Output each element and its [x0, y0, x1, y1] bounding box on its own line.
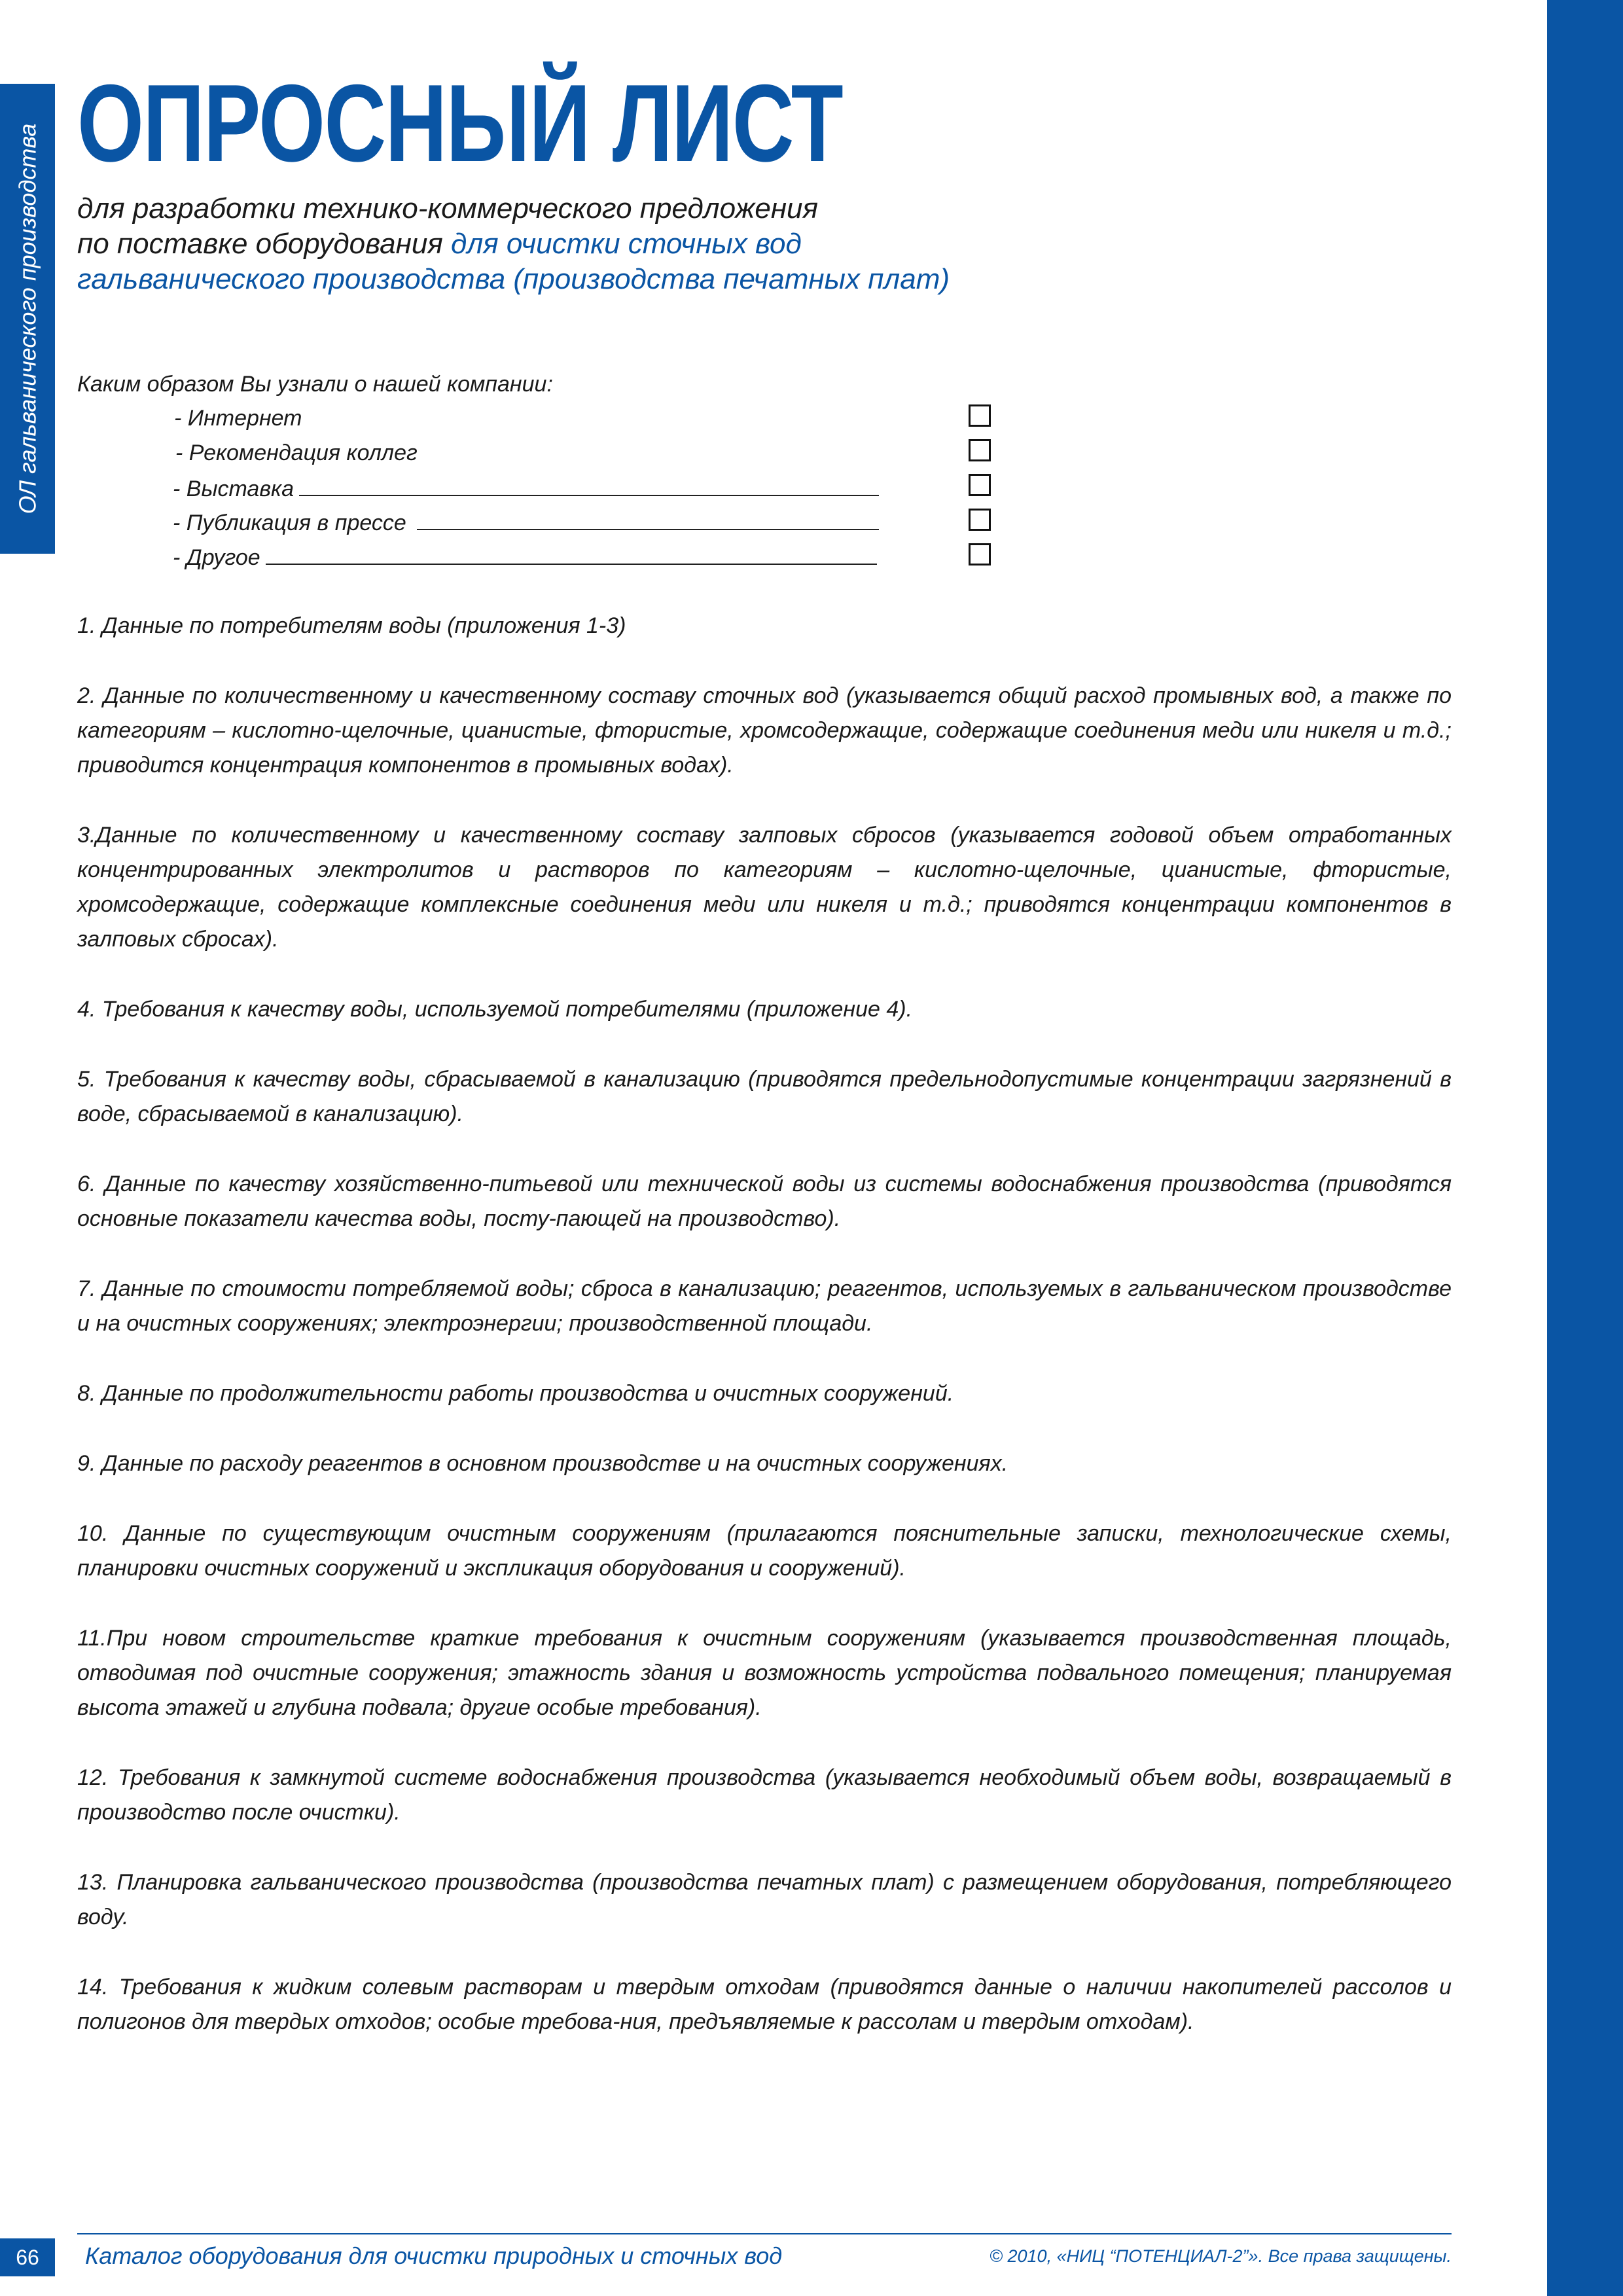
item-1: 1. Данные по потребителям воды (приложения 1-3): [77, 613, 626, 638]
survey-fill-line[interactable]: [266, 544, 877, 565]
survey-option-label: - Рекомендация коллег: [175, 440, 418, 465]
item-8: 8. Данные по продолжительности работы производства и очистных сооружений.: [77, 1381, 954, 1406]
item-7: 7. Данные по стоимости потребляемой воды; сброса в канализацию; реагентов, используемых в гальваническом производстве и на очистных сооружениях; электроэнергии; производственной площади.: [77, 1276, 1452, 1336]
questionnaire-items: [77, 609, 1452, 2075]
survey-option-label: - Выставка: [173, 476, 294, 501]
survey-option-label: - Интернет: [174, 406, 302, 431]
page-title: ОПРОСНЫЙ ЛИСТ: [77, 62, 843, 185]
item-6: 6. Данные по качеству хозяйственно-питьевой или технической воды из системы водоснабжения производства (приводятся основные показатели качества воды, посту-пающей на производство).: [77, 1172, 1452, 1231]
survey-option-press: [173, 509, 879, 538]
survey-checkbox-internet[interactable]: [969, 404, 991, 427]
subtitle-line-2: [77, 226, 1124, 262]
survey-option-exhibition: [173, 475, 879, 504]
section-side-tab: [0, 84, 55, 554]
subtitle-line-2-highlight: для очистки сточных вод: [451, 228, 802, 260]
subtitle-line-2-plain: по поставке оборудования: [77, 228, 452, 260]
item-9: 9. Данные по расходу реагентов в основном производстве и на очистных сооружениях.: [77, 1451, 1008, 1476]
subtitle-line-1: для разработки технико-коммерческого предложения: [77, 192, 819, 224]
item-4: 4. Требования к качеству воды, используемой потребителями (приложение 4).: [77, 997, 913, 1022]
survey-option-colleagues: [175, 440, 418, 469]
footer-divider: [77, 2233, 1452, 2234]
survey-checkbox-press[interactable]: [969, 509, 991, 531]
right-blue-band: [1547, 0, 1623, 2296]
footer-catalog-title: Каталог оборудования для очистки природных и сточных вод: [85, 2242, 783, 2269]
survey-fill-line[interactable]: [299, 475, 879, 496]
survey-checkbox-exhibition[interactable]: [969, 474, 991, 496]
side-tab-label: ОЛ гальванического производства: [14, 123, 41, 514]
item-12: 12. Требования к замкнутой системе водоснабжения производства (указывается необходимый объем воды, возвращаемый в производство после очистки).: [77, 1765, 1452, 1825]
page-subtitle: [77, 191, 1124, 297]
item-10: 10. Данные по существующим очистным сооружениям (прилагаются пояснительные записки, технологические схемы, планировки очистных сооружений и экспликация оборудования и сооружений).: [77, 1521, 1452, 1581]
footer-copyright: © 2010, «НИЦ “ПОТЕНЦИАЛ-2”». Все права защищены.: [990, 2246, 1452, 2266]
item-14: 14. Требования к жидким солевым растворам и твердым отходам (приводятся данные о наличии накопителей рассолов и полигонов для твердых отходов; особые требова-ния, предъявляемые к рассолам и твердым отходам).: [77, 1975, 1452, 2034]
item-5: 5. Требования к качеству воды, сбрасываемой в канализацию (приводятся предельнодопустимые концентрации загрязнений в воде, сбрасываемой в канализацию).: [77, 1067, 1452, 1126]
survey-question: Каким образом Вы узнали о нашей компании:: [77, 372, 553, 397]
survey-checkbox-other[interactable]: [969, 543, 991, 565]
item-3: 3.Данные по количественному и качественному составу залповых сбросов (указывается годовой объем отработанных концентрированных электролитов и растворов по категориям – кислотно-щелочные, цианистые, фтористые, хромсодержащие, содержащие комплексные соединения меди или никеля и т.д.; приводятся концентрации компонентов в залповых сбросах).: [77, 823, 1452, 952]
survey-option-label: - Другое: [173, 545, 260, 570]
survey-checkbox-colleagues[interactable]: [969, 439, 991, 461]
survey-option-internet: [174, 406, 302, 435]
page-number: 66: [0, 2238, 55, 2276]
survey-option-other: [173, 544, 877, 573]
survey-fill-line[interactable]: [417, 509, 879, 530]
subtitle-line-3: гальванического производства (производства печатных плат): [77, 263, 950, 295]
item-2: 2. Данные по количественному и качественному составу сточных вод (указывается общий расход промывных вод, а также по категориям – кислотно-щелочные, цианистые, фтористые, хромсодержащие, содержащие соединения меди или никеля и т.д.; приводится концентрация компонентов в промывных водах).: [77, 683, 1452, 778]
survey-option-label: - Публикация в прессе: [173, 511, 406, 535]
item-11: 11.При новом строительстве краткие требования к очистным сооружениям (указывается производственная площадь, отводимая под очистные сооружения; этажность здания и возможность устройства подвального помещения; планируемая высота этажей и глубина подвала; другие особые требования).: [77, 1626, 1452, 1720]
item-13: 13. Планировка гальванического производства (производства печатных плат) с размещением оборудования, потребляющего воду.: [77, 1870, 1452, 1929]
